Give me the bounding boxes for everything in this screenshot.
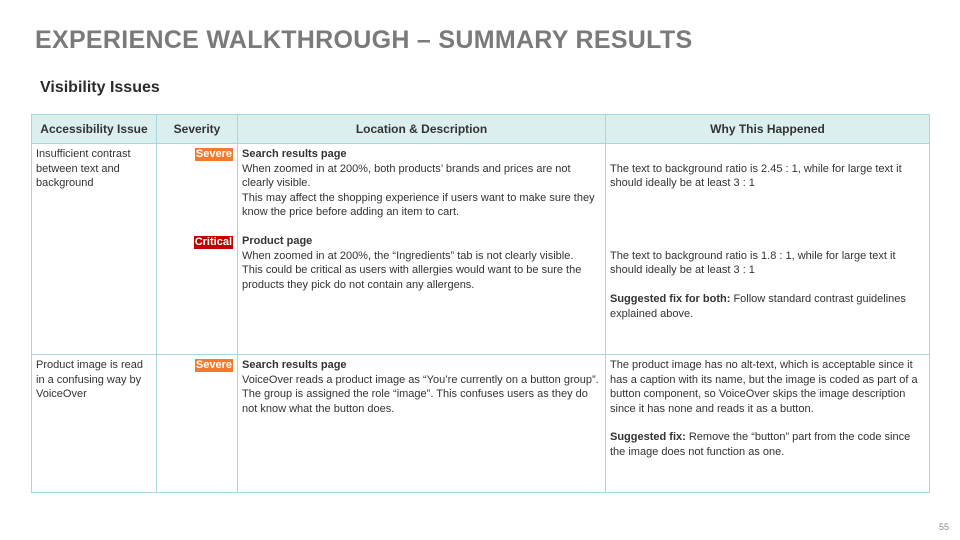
location-text: When zoomed in at 200%, the “Ingredients” tab is not clearly visible.: [242, 249, 574, 262]
severity-badge-severe: Severe: [195, 148, 232, 160]
location-text: This could be critical as users with allergies would want to be sure the products they pick do not contain any allergens.: [242, 264, 582, 291]
header-location-description: Location & Description: [238, 115, 606, 144]
severity-cell: [157, 144, 238, 355]
location-text: VoiceOver reads a product image as “You’re currently on a button group”. The group is assigned the role “image”. This confuses users as they do not know what the button does.: [242, 373, 599, 415]
header-severity: Severity: [157, 115, 238, 144]
page-number: 55: [938, 522, 949, 532]
why-cell: [606, 144, 930, 355]
suggested-fix: [610, 430, 925, 459]
table-row: [32, 144, 930, 355]
severity-cell: [157, 355, 238, 493]
suggested-fix-text: Remove the “button” part from the code since the image does not function as one.: [610, 431, 911, 458]
location-title: Product page: [242, 234, 313, 247]
table-row: [32, 355, 930, 493]
location-text: When zoomed in at 200%, both products’ brands and prices are not clearly visible.: [242, 162, 571, 190]
issue-text: Insufficient contrast between text and background: [36, 148, 131, 190]
location-title: Search results page: [242, 359, 347, 371]
header-accessibility-issue: Accessibility Issue: [32, 115, 157, 144]
issue-text: Product image is read in a confusing way by VoiceOver: [36, 359, 143, 401]
why-text: The text to background ratio is 2.45 : 1, while for large text it should ideally be at least 3 : 1: [610, 162, 902, 190]
why-cell: [606, 355, 930, 493]
suggested-fix-label: Suggested fix for both:: [610, 292, 731, 305]
suggested-fix-text: Follow standard contrast guidelines explained above.: [610, 292, 906, 320]
issue-cell: [32, 144, 157, 355]
header-why-this-happened: Why This Happened: [606, 115, 930, 144]
summary-table: [31, 114, 930, 493]
location-cell: [238, 355, 606, 493]
suggested-fix-label: Suggested fix:: [610, 431, 686, 444]
severity-badge-critical: Critical: [194, 235, 232, 248]
section-subtitle: Visibility Issues: [40, 79, 160, 96]
severity-badge-severe: Severe: [195, 359, 232, 371]
suggested-fix: [610, 292, 925, 321]
why-text: The product image has no alt-text, which is acceptable since it has a caption with its name, but the image is coded as part of a button component, so VoiceOver skips the image description since it has none and reads it as a button.: [610, 359, 918, 415]
location-title: Search results page: [242, 148, 347, 160]
page-title: EXPERIENCE WALKTHROUGH – SUMMARY RESULTS: [35, 26, 693, 54]
table-header-row: [32, 115, 930, 144]
why-text: The text to background ratio is 1.8 : 1, while for large text it should ideally be at least 3 : 1: [610, 249, 896, 277]
location-cell: [238, 144, 606, 355]
issue-cell: [32, 355, 157, 493]
location-text: This may affect the shopping experience if users want to make sure they know the price before adding an item to cart.: [242, 191, 595, 219]
